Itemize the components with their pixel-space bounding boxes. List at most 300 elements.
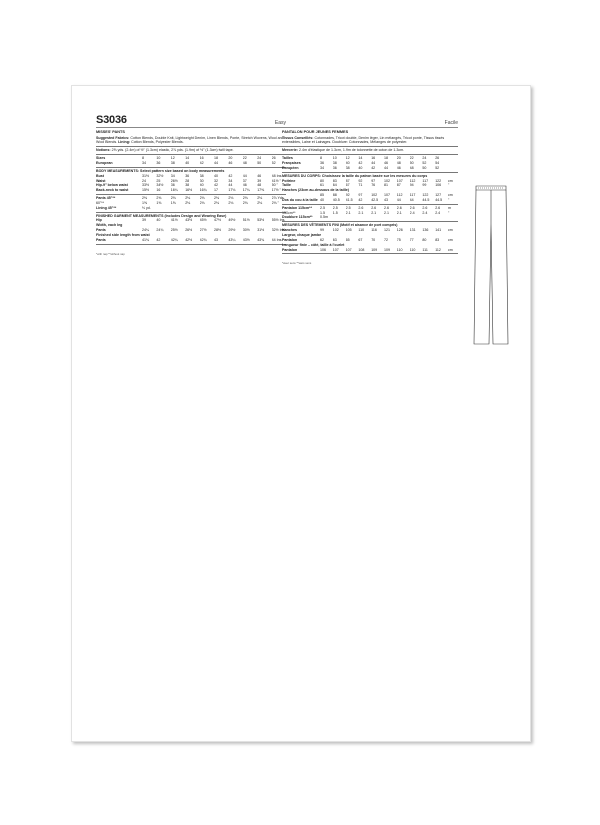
table-cell: 37 <box>242 178 247 183</box>
table-cell: 2.4 <box>435 210 441 215</box>
table-cell: 112 <box>409 178 416 183</box>
table-cell: 50 <box>257 161 262 165</box>
finished-measurements-heading: FINISHED GARMENT MEASUREMENTS (Includes Design and Wearing Ease) <box>96 213 227 218</box>
table-cell: 44 <box>228 183 233 188</box>
table-cell: 42 <box>199 161 204 165</box>
table-cell: 97 <box>358 193 363 198</box>
row-label: Longueur finie – côté, taille à l'ourlet <box>282 242 345 247</box>
table-cell: 102 <box>384 178 390 183</box>
table-cell: 92 <box>345 193 350 198</box>
table-cell: 2⅛ <box>242 200 248 205</box>
row-label: Pantalon <box>282 237 298 242</box>
english-column <box>96 113 286 256</box>
table-cell: 2⅛ <box>257 200 263 205</box>
table-cell: 40 <box>213 173 218 178</box>
table-cell: 42¾ <box>199 237 207 242</box>
body-measurements-heading: BODY MEASUREMENTS: Select pattern size based on body measurements <box>96 168 225 173</box>
table-cell: 99 <box>320 228 324 233</box>
table-cell: 28 <box>185 178 190 183</box>
table-cell: 117 <box>409 193 416 198</box>
table-cell: 2⅜ <box>156 196 162 201</box>
table-cell: 107 <box>384 193 390 198</box>
table-cell: 43 <box>384 197 388 202</box>
table-cell: 107 <box>396 178 403 183</box>
table-cell: 20 <box>228 156 233 161</box>
table-cell: 10 <box>332 156 337 161</box>
table-cell: 22 <box>409 156 414 161</box>
row-label: European <box>96 161 113 165</box>
row-label: Poitrine <box>282 178 296 183</box>
table-cell <box>257 206 271 211</box>
table-cell: 40 <box>156 218 161 223</box>
table-cell: 44.5 <box>435 197 443 202</box>
table-cell: 92 <box>358 178 363 183</box>
table-cell: 32½ Ins. <box>271 228 286 233</box>
table-cell: 46 <box>257 173 262 178</box>
row-label: Européen <box>282 165 299 170</box>
table-cell: 39 <box>257 178 262 183</box>
table-cell: 2⅛ <box>170 196 176 201</box>
table-cell: 80 <box>422 237 427 242</box>
table-cell: 41¾ <box>142 237 149 242</box>
row-label: Dos du cou à la taille <box>282 197 318 202</box>
table-cell: 42 <box>358 197 363 202</box>
table-cell: 16¼ <box>170 188 178 193</box>
table-cell: 42 <box>371 165 376 170</box>
table-cell: 61 <box>320 183 324 188</box>
table-cell: 36 <box>320 161 324 165</box>
table-cell: 97 <box>371 178 376 183</box>
table-cell: 109 <box>371 247 378 252</box>
table-cell: 2.6 <box>358 205 364 210</box>
table-cell: 112 <box>396 193 403 198</box>
table-cell: 2.6 <box>384 205 389 210</box>
unit-cell: " <box>448 197 450 202</box>
table-cell: 46 <box>242 183 247 188</box>
table-cell: 67 <box>345 183 350 188</box>
yardage-table-fr <box>282 206 458 221</box>
table-cell: 41½ " <box>271 178 281 183</box>
row-label: Largeur, chaque jambe <box>282 232 322 237</box>
table-cell: 111 <box>422 247 428 252</box>
row-label: Pants <box>96 237 106 242</box>
table-cell: ⅓ yd. <box>142 205 151 210</box>
table-cell: 42½ <box>185 237 193 242</box>
sizes-table <box>96 156 286 166</box>
row-label: 60"** <box>96 200 105 205</box>
row-label: Lining 45"** <box>96 205 117 210</box>
row-label: Françaises <box>282 161 301 165</box>
table-cell: 50 " <box>271 183 278 188</box>
table-cell: 94 <box>409 183 414 188</box>
table-cell <box>410 215 423 220</box>
table-cell: 17½ " <box>271 188 281 193</box>
table-cell: 17⅛ <box>228 188 236 193</box>
table-cell: 136 <box>422 228 429 233</box>
table-cell: 48 <box>242 161 247 165</box>
table-cell: 18 <box>213 156 218 161</box>
table-cell: 44 Ins. <box>271 237 283 242</box>
table-cell: 36 <box>170 183 175 188</box>
table-cell: 34 <box>320 165 324 170</box>
table-cell: 46 <box>396 165 401 170</box>
table-cell: 43 <box>213 237 218 242</box>
table-cell <box>214 206 228 211</box>
table-cell: 38 <box>199 173 204 178</box>
difficulty-level-fr: Facile <box>444 120 458 126</box>
table-cell: 26½ <box>170 178 178 183</box>
table-cell: 30½ <box>242 228 250 233</box>
pattern-envelope-back <box>71 85 531 742</box>
table-cell: 42¼ <box>170 237 178 242</box>
table-cell <box>200 206 214 211</box>
unit-cell: cm <box>448 237 453 242</box>
table-cell: 34 <box>170 173 175 178</box>
table-cell: 31½ <box>257 228 265 233</box>
row-label: 150cm** <box>282 210 296 215</box>
table-cell: 75 <box>396 237 401 242</box>
table-cell: 65 <box>345 237 350 242</box>
row-label: Hanches <box>282 228 297 233</box>
row-label: Waist <box>96 178 106 183</box>
table-cell: 102 <box>332 228 339 233</box>
row-label: Hip-9" below waist <box>96 183 128 188</box>
table-cell: 2.4 <box>422 210 428 215</box>
table-cell: 16¾ <box>199 188 207 193</box>
table-cell: 48 <box>396 161 401 165</box>
table-cell: 102 <box>371 193 378 198</box>
table-cell: 50 <box>422 165 427 170</box>
table-cell: 71 <box>358 183 363 188</box>
table-cell: 55½ Ins. <box>271 218 286 223</box>
table-cell: 2.1 <box>358 210 364 215</box>
table-cell: 17 <box>213 188 218 193</box>
body-measurements-table <box>96 174 286 193</box>
table-cell: 0.5m <box>320 215 328 220</box>
french-header <box>282 113 458 128</box>
table-cell: 40.5 <box>332 197 340 202</box>
unit-cell <box>448 166 458 171</box>
table-cell: 2.5 <box>332 205 338 210</box>
table-cell <box>228 206 242 211</box>
table-cell: 2.6 <box>409 205 415 210</box>
table-cell: 1⅝ <box>170 200 176 205</box>
table-cell: 24¾ <box>156 228 164 233</box>
unit-cell: m <box>448 205 451 210</box>
unit-cell: cm <box>448 228 453 233</box>
table-cell: 38 <box>170 161 175 165</box>
table-cell: 2⅛ <box>199 196 205 201</box>
table-cell: 2.1 <box>371 210 377 215</box>
table-cell: 48 <box>409 165 414 170</box>
finished-measurements-table <box>96 218 286 242</box>
row-label: Bust <box>96 173 104 178</box>
footnote-fr: *avec sens **sans sens <box>282 261 312 266</box>
table-cell: 44 <box>242 173 247 178</box>
table-cell: 46 <box>384 161 388 165</box>
table-cell: 110 <box>409 247 416 252</box>
table-cell <box>435 215 448 220</box>
table-cell: 62 <box>320 237 324 242</box>
table-cell: 2⅛ <box>228 196 234 201</box>
table-cell: 2.4 <box>409 210 415 215</box>
table-cell: 40 <box>185 161 190 165</box>
table-cell: 44 <box>409 197 414 202</box>
table-cell: 126 <box>396 228 403 233</box>
table-cell <box>358 215 371 220</box>
table-cell: 24 <box>422 156 427 161</box>
table-cell: 34½ <box>156 183 164 188</box>
table-cell: 25 <box>156 178 161 183</box>
unit-cell <box>448 215 458 220</box>
table-cell: 42 <box>228 173 233 178</box>
table-cell: 2⅛ <box>213 196 219 201</box>
table-cell: 44 <box>371 161 376 165</box>
table-cell: 43½ <box>185 218 193 223</box>
table-cell: 2⅜ <box>142 196 147 201</box>
row-label: Back-neck to waist <box>96 188 129 193</box>
table-cell <box>333 215 346 220</box>
table-cell: 108 <box>358 247 365 252</box>
garment-title: MISSES' PANTS <box>96 130 125 134</box>
table-cell: 32 <box>213 178 218 183</box>
table-cell <box>185 206 199 211</box>
table-cell <box>346 215 359 220</box>
table-cell: 12 <box>345 156 350 161</box>
row-label: Pantalon <box>282 247 298 252</box>
table-cell: 44.5 <box>422 197 430 202</box>
french-column <box>282 113 458 266</box>
table-cell: 34 <box>228 178 233 183</box>
table-cell: 52 <box>271 161 276 165</box>
table-cell <box>422 215 435 220</box>
table-cell: 141 <box>435 228 442 233</box>
table-cell: 109 <box>384 247 390 252</box>
table-cell: 50 <box>409 161 414 165</box>
table-cell: 29½ <box>228 228 236 233</box>
table-cell: 15½ <box>142 188 149 193</box>
unit-cell: cm <box>448 178 453 183</box>
table-cell: 2.6 <box>396 205 402 210</box>
row-label: Sizes <box>96 156 106 161</box>
table-cell: 112 <box>435 247 441 252</box>
table-cell: 107 <box>345 247 352 252</box>
table-cell: 2.6 <box>371 205 377 210</box>
table-cell: 40 <box>358 165 363 170</box>
table-cell: 10 <box>156 156 161 161</box>
table-cell: 64 <box>332 183 337 188</box>
table-cell: 121 <box>384 228 390 233</box>
footnote: *with nap **without nap <box>96 251 125 256</box>
table-cell: 67 <box>358 237 363 242</box>
row-label: Taille <box>282 183 291 188</box>
table-cell: 52 <box>422 161 427 165</box>
table-cell <box>156 206 170 211</box>
table-cell: 44 <box>396 197 401 202</box>
table-cell: 2⅞ Yds. <box>271 196 285 201</box>
notions: Notions: 2⅝ yds. (2.4m) of ½" (1.3cm) elastic, 2⅞ yds. (1.9m) of ½" (1.3cm) twill tape. <box>96 148 234 153</box>
table-cell: 52 <box>435 165 440 170</box>
table-cell: 48 <box>257 183 262 188</box>
table-cell: 16 <box>156 188 161 193</box>
table-cell: 1⅝ <box>142 200 147 205</box>
table-cell: 2.6 <box>435 205 441 210</box>
table-cell: 36 <box>156 161 161 165</box>
table-cell: 42 <box>156 237 161 242</box>
table-cell: 63 <box>332 237 337 242</box>
table-cell: 2⅛ <box>242 196 248 201</box>
table-cell: 54 <box>435 161 440 165</box>
table-cell: 2⅛ <box>185 200 191 205</box>
table-cell: 31½ <box>142 173 149 178</box>
table-cell: 30 <box>199 178 204 183</box>
table-cell: 131 <box>409 228 416 233</box>
table-cell: 40 <box>199 183 204 188</box>
table-cell: 85 <box>320 193 324 198</box>
table-cell: 2.5 <box>320 205 325 210</box>
table-cell: 127 <box>435 193 442 198</box>
table-cell: 2⅛ " <box>271 200 279 205</box>
table-cell: 87 <box>396 183 401 188</box>
row-label: Finished side length from waist <box>96 232 150 237</box>
table-cell: 26 <box>435 156 440 161</box>
table-cell: 22 <box>242 156 247 161</box>
table-cell: 16 <box>199 156 204 161</box>
table-cell: 106 <box>320 247 326 252</box>
unit-cell: cm <box>448 247 453 252</box>
table-cell: 1.5 <box>332 210 338 215</box>
difficulty-level: Easy <box>274 120 286 126</box>
table-cell <box>371 215 384 220</box>
table-cell: 88 <box>332 193 337 198</box>
finished-measurements-table-fr <box>282 228 458 252</box>
table-cell: 17¼ <box>242 188 250 193</box>
suggested-fabrics: Suggested Fabrics: Cotton Blends, Double Knit, Lightweight Denim, Linen Blends, Ponte, Stretch Wovens, Wool and Wool Blends. Lining: Cotton Blends, Polyester Blends. <box>96 135 284 145</box>
body-measurements-heading-fr: MESURES DU CORPS: Choisissez la taille du patron basée sur les mesures du corps <box>282 173 428 178</box>
row-label: Doublure 115cm** <box>282 215 313 220</box>
table-cell: 116 <box>371 228 377 233</box>
row-label: Pants 45"** <box>96 196 116 201</box>
table-cell: 16 <box>371 156 376 161</box>
unit-cell: " <box>448 210 450 215</box>
table-cell: 42 <box>213 183 218 188</box>
table-cell: 2.6 <box>422 205 428 210</box>
table-cell: 110 <box>396 247 403 252</box>
table-cell: 2.1 <box>345 210 351 215</box>
table-cell <box>384 215 397 220</box>
table-cell: 26 <box>271 156 276 161</box>
body-measurements-table-fr <box>282 179 458 203</box>
table-cell: 110 <box>358 228 365 233</box>
table-cell: 1.5 <box>320 210 325 215</box>
table-cell: 41½ <box>170 218 178 223</box>
table-cell: 2⅛ <box>213 200 219 205</box>
table-cell: 41.5 <box>345 197 353 202</box>
table-cell: 34 <box>142 161 146 165</box>
table-cell: 47½ <box>213 218 221 223</box>
table-cell: 2.1 <box>384 210 389 215</box>
table-cell: 38 <box>332 161 337 165</box>
table-cell: 28½ <box>213 228 221 233</box>
row-label: Width, each leg <box>96 223 123 228</box>
table-cell: 122 <box>435 178 442 183</box>
table-cell: 44 <box>384 165 388 170</box>
row-label: Tailles <box>282 156 293 161</box>
table-cell: 33½ <box>142 183 149 188</box>
table-cell: 46 <box>228 161 233 165</box>
table-cell: 43¾ <box>257 237 265 242</box>
table-cell: 117 <box>422 178 429 183</box>
table-cell <box>243 206 257 211</box>
table-cell: 26½ <box>185 228 193 233</box>
yardage-table <box>96 196 286 211</box>
row-label: Pants <box>96 228 106 233</box>
table-cell: 76 <box>371 183 376 188</box>
table-cell: 24¼ <box>142 228 149 233</box>
table-cell: 72 <box>384 237 388 242</box>
row-label: Hanches (23cm au-dessous de la taille) <box>282 188 349 193</box>
table-cell: 17⅜ <box>257 188 265 193</box>
table-cell: 38 <box>185 183 190 188</box>
table-cell: 107 <box>332 247 339 252</box>
table-cell: 2⅛ <box>257 196 263 201</box>
suggested-fabrics-fr: Tissus Conseillés: Cotonnades, Tricot double, Denim léger, Lin mélangés, Tricot ponte, Tissus tissés extensibles, Laine et Lainages. Doublure: Cotonnades, Mélanges de polyester. <box>282 135 445 145</box>
table-cell: 36 <box>332 165 337 170</box>
table-cell: 105 <box>345 228 352 233</box>
row-label: Pantalon 115cm** <box>282 205 312 210</box>
table-cell: 24 <box>257 156 262 161</box>
table-cell: 14 <box>358 156 363 161</box>
table-cell: 2.1 <box>396 210 402 215</box>
table-cell: 39 <box>142 218 146 223</box>
garment-title-fr: PANTALON POUR JEUNES FEMMES <box>282 130 349 134</box>
unit-cell: cm <box>448 193 453 198</box>
table-cell: 1⅝ <box>156 200 162 205</box>
table-cell: 20 <box>396 156 401 161</box>
pants-technical-drawing <box>470 184 512 349</box>
table-cell: 40 <box>320 197 324 202</box>
table-cell: 106 <box>435 183 442 188</box>
notions-fr: Mercerie: 2.4m d'élastique de 1.3cm, 1.9m de tolonnette de coton de 1.3cm. <box>282 148 405 153</box>
table-cell <box>171 206 185 211</box>
table-cell: 2⅛ <box>199 200 205 205</box>
table-cell: 49½ <box>228 218 236 223</box>
row-label: Hip <box>96 218 102 223</box>
table-cell: 44 <box>213 161 218 165</box>
table-cell: 18 <box>384 156 388 161</box>
english-header <box>96 113 286 128</box>
table-cell: 14 <box>185 156 190 161</box>
table-cell: 45½ <box>199 218 207 223</box>
finished-measurements-heading-fr: MESURES DES VÊTEMENTS FINI (Motif et aisance de port compris) <box>282 223 398 228</box>
table-cell: 43¼ <box>228 237 236 242</box>
table-cell: 42.5 <box>371 197 379 202</box>
table-cell: 2⅛ <box>185 196 191 201</box>
table-cell: 2.5 <box>345 205 351 210</box>
table-cell: 16½ <box>185 188 193 193</box>
table-cell: 43½ <box>242 237 250 242</box>
unit-cell: " <box>448 183 450 188</box>
table-cell: 53½ <box>257 218 265 223</box>
table-cell: 42 <box>358 161 363 165</box>
table-cell: 12 <box>170 156 175 161</box>
table-cell: 83 <box>435 237 440 242</box>
table-cell: 32½ <box>156 173 164 178</box>
table-cell: 77 <box>409 237 414 242</box>
table-cell: 25½ <box>170 228 178 233</box>
table-cell: 51½ <box>242 218 250 223</box>
table-cell: 80 <box>320 178 324 183</box>
